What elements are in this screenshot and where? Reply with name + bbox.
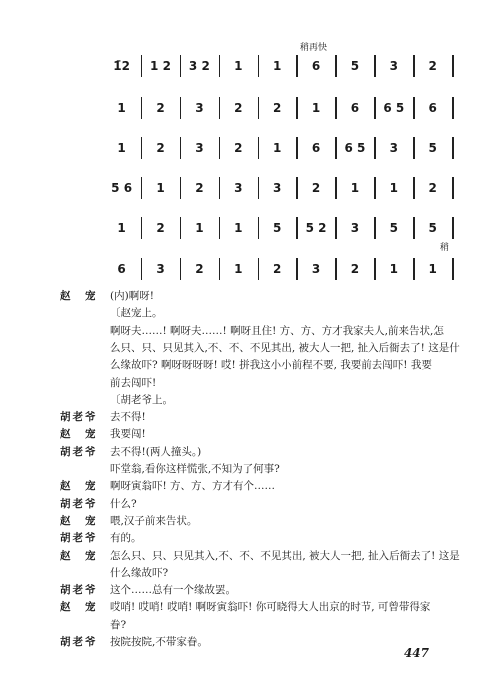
score-note: 3 — [389, 141, 399, 155]
bar-line — [413, 97, 415, 119]
music-score — [0, 0, 489, 285]
score-row — [108, 97, 458, 123]
play-script — [0, 285, 489, 675]
bar-line — [413, 177, 415, 199]
bar-line — [180, 137, 182, 159]
score-note: 6 — [311, 59, 321, 73]
speech-text: 眷? — [110, 618, 127, 631]
bar-line — [258, 177, 260, 199]
bar-line — [413, 217, 415, 239]
script-line — [0, 304, 489, 322]
bar-line — [296, 217, 298, 239]
script-line — [0, 339, 489, 357]
score-note: 1 — [195, 221, 204, 235]
bar-line — [141, 97, 143, 119]
bar-line — [219, 55, 221, 77]
bar-line — [374, 217, 376, 239]
score-note: 3 — [195, 101, 204, 115]
speech-text: 哎哨! 哎哨! 哎哨! 啊呀寅翁吓! 你可晓得大人出京的时节, 可曾带得家 — [110, 601, 431, 614]
bar-line — [219, 258, 221, 280]
score-note: 2 — [350, 262, 360, 276]
score-note: 1 — [272, 59, 282, 73]
score-note: 2 — [272, 101, 282, 115]
bar-line — [452, 97, 454, 119]
speaker-name: 赵 宠 — [60, 290, 98, 302]
script-line — [0, 564, 489, 582]
bar-line — [335, 55, 337, 77]
speech-text: 啊呀夫……! 啊呀夫……! 啊呀且住! 方、方、方才我家夫人,前来告状,怎 — [110, 324, 444, 337]
script-line — [0, 547, 489, 565]
bar-line — [180, 55, 182, 77]
bar-line — [296, 258, 298, 280]
script-line — [0, 460, 489, 478]
score-note: 1 — [234, 221, 243, 235]
score-row — [108, 177, 458, 203]
script-line — [0, 581, 489, 599]
score-note: 2 — [311, 181, 321, 195]
score-note: 2 — [195, 262, 204, 276]
speech-text: 去不得!(两人撞头。) — [110, 445, 202, 458]
bar-line — [219, 177, 221, 199]
bar-line — [374, 177, 376, 199]
speech-text: 前去闯吓! — [110, 376, 157, 389]
score-note: 5 — [389, 221, 399, 235]
score-note: 2 — [156, 141, 165, 155]
script-line — [0, 495, 489, 513]
script-line — [0, 616, 489, 634]
script-line — [0, 322, 489, 340]
bar-line — [258, 97, 260, 119]
bar-line — [141, 177, 143, 199]
bar-line — [219, 137, 221, 159]
speech-text: 什么缘故吓? — [110, 566, 169, 579]
speech-text: 么只、只、只见其入,不、不、不见其出, 被大人一把, 扯入后衙去了! 这是什 — [110, 341, 460, 354]
bar-line — [452, 177, 454, 199]
speech-text: 么缘故吓? 啊呀呀呀呀! 哎! 拼我这小小前程不要, 我要前去闯吓! 我要 — [110, 359, 432, 372]
tempo-mark: 稍再快 — [300, 43, 328, 53]
score-note: 3 — [272, 181, 282, 195]
speaker-name: 赵 宠 — [60, 514, 98, 527]
tempo-mark-end: 稍 — [440, 243, 450, 253]
score-note: 5 — [428, 221, 437, 235]
score-note: 2 — [272, 262, 282, 276]
score-note: 3 — [234, 181, 243, 195]
bar-line — [335, 217, 337, 239]
score-note: 5 6 — [111, 181, 133, 195]
bar-line — [335, 97, 337, 119]
speaker-name: 赵 宠 — [60, 549, 98, 562]
bar-line — [180, 97, 182, 119]
bar-line — [335, 137, 337, 159]
bar-line — [413, 258, 415, 280]
score-row — [108, 258, 458, 284]
page-number: 447 — [403, 646, 429, 660]
bar-line — [141, 137, 143, 159]
speech-text: 什么? — [110, 497, 137, 510]
score-note: 1 — [428, 262, 437, 276]
bar-line — [219, 217, 221, 239]
score-note: 1 — [117, 141, 126, 155]
speech-text: 喂,汉子前来告状。 — [110, 514, 198, 527]
score-note: 6 — [428, 101, 437, 115]
score-note: 1 — [389, 181, 399, 195]
script-line — [0, 443, 489, 461]
score-note: 6 5 — [383, 101, 405, 115]
bar-line — [258, 137, 260, 159]
script-line — [0, 477, 489, 495]
speaker-name: 赵 宠 — [60, 428, 98, 441]
speech-text: (内)啊呀! — [110, 290, 154, 302]
bar-line — [296, 97, 298, 119]
score-note: 1 — [272, 141, 282, 155]
score-row — [108, 55, 458, 81]
speech-text: 怎么只、只、只见其入,不、不、不见其出, 被大人一把, 扯入后衙去了! 这是 — [110, 549, 460, 562]
speaker-name: 胡老爷 — [60, 445, 98, 458]
score-note: 2 — [428, 181, 437, 195]
bar-line — [296, 137, 298, 159]
score-note: 6 5 — [344, 141, 366, 155]
score-note: 1 — [234, 262, 243, 276]
score-note: 1 — [117, 221, 126, 235]
bar-line — [374, 258, 376, 280]
bar-line — [258, 258, 260, 280]
bar-line — [180, 258, 182, 280]
speech-text: 吓堂翁,看你这样慌张,不知为了何事? — [110, 463, 280, 475]
speaker-name: 赵 宠 — [60, 480, 98, 493]
bar-line — [219, 97, 221, 119]
bar-line — [452, 55, 454, 77]
score-note: 3 2 — [188, 59, 210, 73]
speech-text: 我要闯! — [110, 428, 146, 441]
score-note: 1 — [311, 101, 321, 115]
score-note: 2 — [428, 59, 437, 73]
score-note: 2 — [234, 101, 243, 115]
bar-line — [452, 137, 454, 159]
speaker-name: 胡老爷 — [60, 497, 98, 510]
speaker-name: 胡老爷 — [60, 584, 98, 597]
bar-line — [374, 55, 376, 77]
bar-line — [258, 217, 260, 239]
score-note: 3 — [311, 262, 321, 276]
score-note: 2 — [156, 221, 165, 235]
speech-text: 〔胡老爷上。 — [110, 393, 173, 406]
score-note: 1 — [117, 101, 126, 115]
speaker-name: 胡老爷 — [60, 636, 98, 648]
bar-line — [258, 55, 260, 77]
score-note: 1 — [350, 181, 360, 195]
speech-text: 去不得! — [110, 411, 146, 424]
score-note: 5 — [350, 59, 360, 73]
speech-text: 啊呀寅翁吓! 方、方、方才有个…… — [110, 480, 276, 493]
score-note: 5 — [428, 141, 437, 155]
bar-line — [452, 217, 454, 239]
speaker-name: 赵 宠 — [60, 601, 98, 614]
script-line — [0, 512, 489, 530]
bar-line — [141, 258, 143, 280]
bar-line — [335, 177, 337, 199]
score-note: 5 2 — [305, 221, 327, 235]
script-line — [0, 408, 489, 426]
speech-text: 这个……总有一个缘故罢。 — [110, 584, 236, 597]
bar-line — [296, 55, 298, 77]
score-note: 6 — [311, 141, 321, 155]
bar-line — [141, 217, 143, 239]
bar-line — [413, 137, 415, 159]
score-note: 1 2 — [150, 59, 171, 73]
speech-text: 按院按院,不带家眷。 — [110, 636, 208, 648]
bar-line — [335, 258, 337, 280]
script-line — [0, 287, 489, 305]
score-note: 5 — [272, 221, 282, 235]
score-note: 3 — [156, 262, 165, 276]
bar-line — [413, 55, 415, 77]
bar-line — [374, 97, 376, 119]
score-note: 3 — [350, 221, 360, 235]
bar-line — [374, 137, 376, 159]
script-line — [0, 529, 489, 547]
score-note: 1 — [389, 262, 399, 276]
bar-line — [296, 177, 298, 199]
speech-text: 〔赵宠上。 — [110, 307, 163, 320]
script-line — [0, 391, 489, 409]
score-note: 2 — [234, 141, 243, 155]
score-note: 6 — [117, 262, 126, 276]
score-note: 6 — [350, 101, 360, 115]
script-line — [0, 356, 489, 374]
speech-text: 有的。 — [110, 532, 142, 545]
score-row — [108, 217, 458, 243]
speaker-name: 胡老爷 — [60, 532, 98, 545]
score-note: 1 — [156, 181, 165, 195]
speaker-name: 胡老爷 — [60, 411, 98, 424]
score-note: 3 — [389, 59, 399, 73]
bar-line — [141, 55, 143, 77]
score-note: 1 — [234, 59, 243, 73]
bar-line — [180, 217, 182, 239]
script-line — [0, 598, 489, 616]
score-note: 3 — [195, 141, 204, 155]
score-note: 2 — [195, 181, 204, 195]
script-line — [0, 425, 489, 443]
script-line — [0, 374, 489, 392]
bar-line — [180, 177, 182, 199]
score-note: 1̄2 — [113, 59, 130, 73]
score-row — [108, 137, 458, 163]
bar-line — [452, 258, 454, 280]
score-note: 2 — [156, 101, 165, 115]
